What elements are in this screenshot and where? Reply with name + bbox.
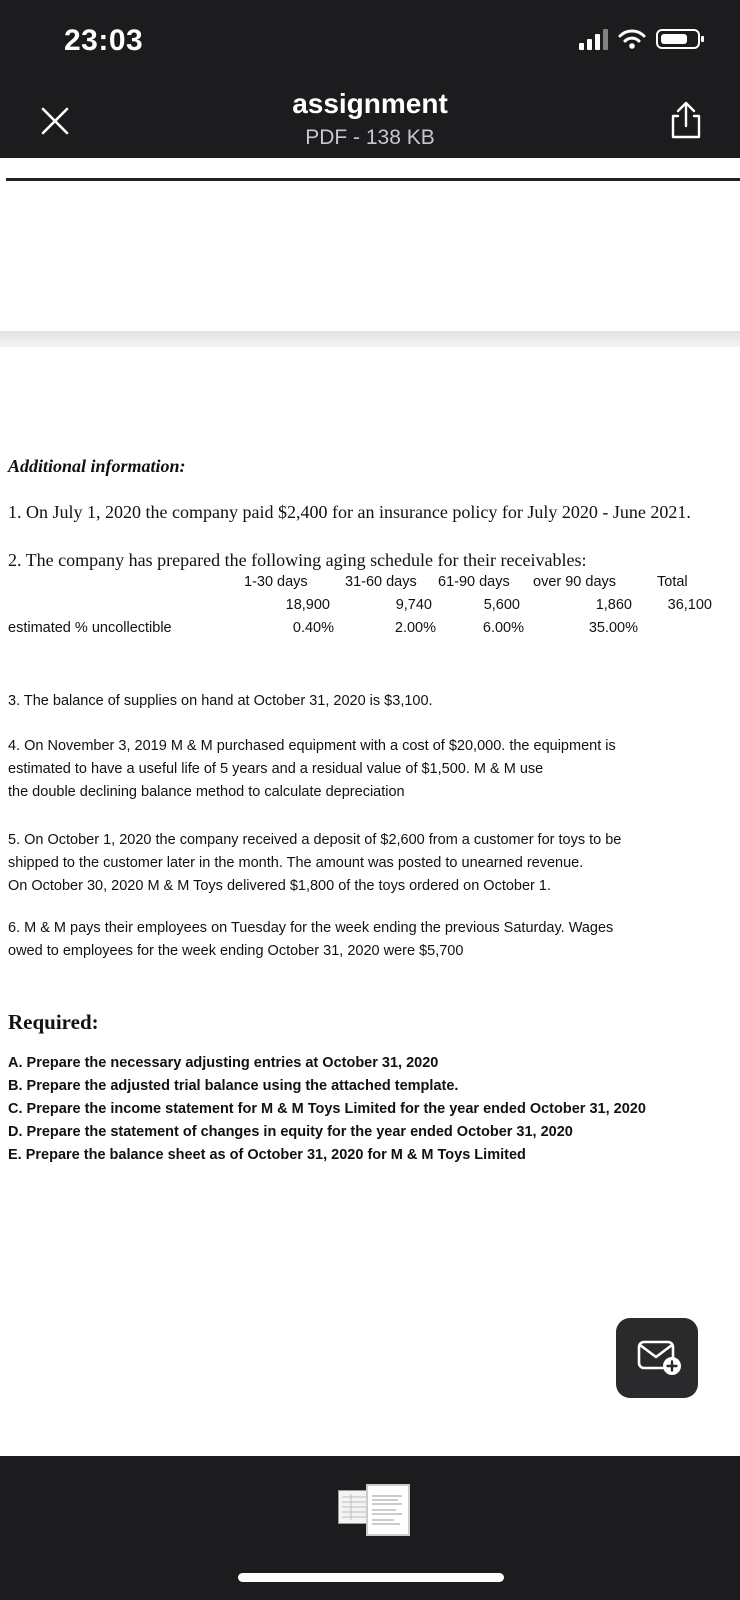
document-header [0,88,740,150]
aging-header: 61-90 days [438,574,510,590]
item-6-line: 6. M & M pays their employees on Tuesday for the week ending the previous Saturday. Wages [8,920,614,936]
item-6-line: owed to employees for the week ending October 31, 2020 were $5,700 [8,943,464,959]
aging-amount: 1,860 [595,597,632,613]
status-icons [579,28,700,50]
home-indicator[interactable] [238,1573,504,1582]
required-heading: Required: [8,1010,99,1034]
item-3: 3. The balance of supplies on hand at October 31, 2020 is $3,100. [8,693,433,709]
item-1: 1. On July 1, 2020 the company paid $2,400 for an insurance policy for July 2020 - June 2021. [8,502,691,522]
item-5-line: On October 30, 2020 M & M Toys delivered $1,800 of the toys ordered on October 1. [8,878,551,894]
top-bar [0,0,740,158]
document-title: assignment [292,88,448,119]
item-6 [8,917,613,963]
thumbnail-preview [339,1491,369,1523]
page-thumbnail-current[interactable] [366,1484,410,1536]
uncollectible-percent: 2.00% [394,620,436,636]
required-item-d: D. Prepare the statement of changes in equity for the year ended October 31, 2020 [8,1124,573,1140]
aging-header: 31-60 days [345,574,417,590]
page-separator [0,331,740,347]
item-5 [8,829,621,898]
signal-icon [579,28,608,50]
required-item-c: C. Prepare the income statement for M & M Toys Limited for the year ended October 31, 2020 [8,1101,646,1117]
item-4-line: estimated to have a useful life of 5 years and a residual value of $1,500. M & M use [8,761,544,777]
required-list [8,1052,646,1167]
item-2: 2. The company has prepared the following aging schedule for their receivables: [8,550,587,570]
uncollectible-label: estimated % uncollectible [8,620,172,636]
additional-info-heading: Additional information: [8,456,186,476]
aging-total: 36,100 [667,597,712,613]
aging-header: Total [657,574,688,590]
share-icon[interactable] [668,100,704,140]
required-item-a: A. Prepare the necessary adjusting entries at October 31, 2020 [8,1055,439,1071]
uncollectible-percent: 0.40% [292,620,334,636]
aging-header: 1-30 days [244,574,308,590]
required-item-e: E. Prepare the balance sheet as of October 31, 2020 for M & M Toys Limited [8,1147,526,1163]
aging-header: over 90 days [533,574,617,590]
markup-mail-button[interactable] [616,1318,698,1398]
page-top-rule [6,178,740,181]
item-4-line: the double declining balance method to calculate depreciation [8,784,405,800]
item-5-line: 5. On October 1, 2020 the company received a deposit of $2,600 from a customer for toys to be [8,832,622,848]
wifi-icon [618,28,646,50]
item-4-line: 4. On November 3, 2019 M & M purchased equipment with a cost of $20,000. the equipment is [8,738,616,754]
mail-compose-icon [616,1318,698,1398]
aging-amount: 5,600 [483,597,520,613]
document-subtitle: PDF - 138 KB [305,126,435,149]
battery-icon [656,29,700,49]
aging-amount: 18,900 [285,597,330,613]
uncollectible-percent: 6.00% [482,620,524,636]
bottom-bar [0,1456,740,1600]
status-time: 23:03 [64,24,144,57]
required-item-b: B. Prepare the adjusted trial balance using the attached template. [8,1078,459,1094]
thumbnail-preview [368,1486,408,1534]
item-5-line: shipped to the customer later in the month. The amount was posted to unearned revenue. [8,855,584,871]
item-4 [8,735,616,804]
uncollectible-percent: 35.00% [588,620,638,636]
aging-amount: 9,740 [395,597,432,613]
